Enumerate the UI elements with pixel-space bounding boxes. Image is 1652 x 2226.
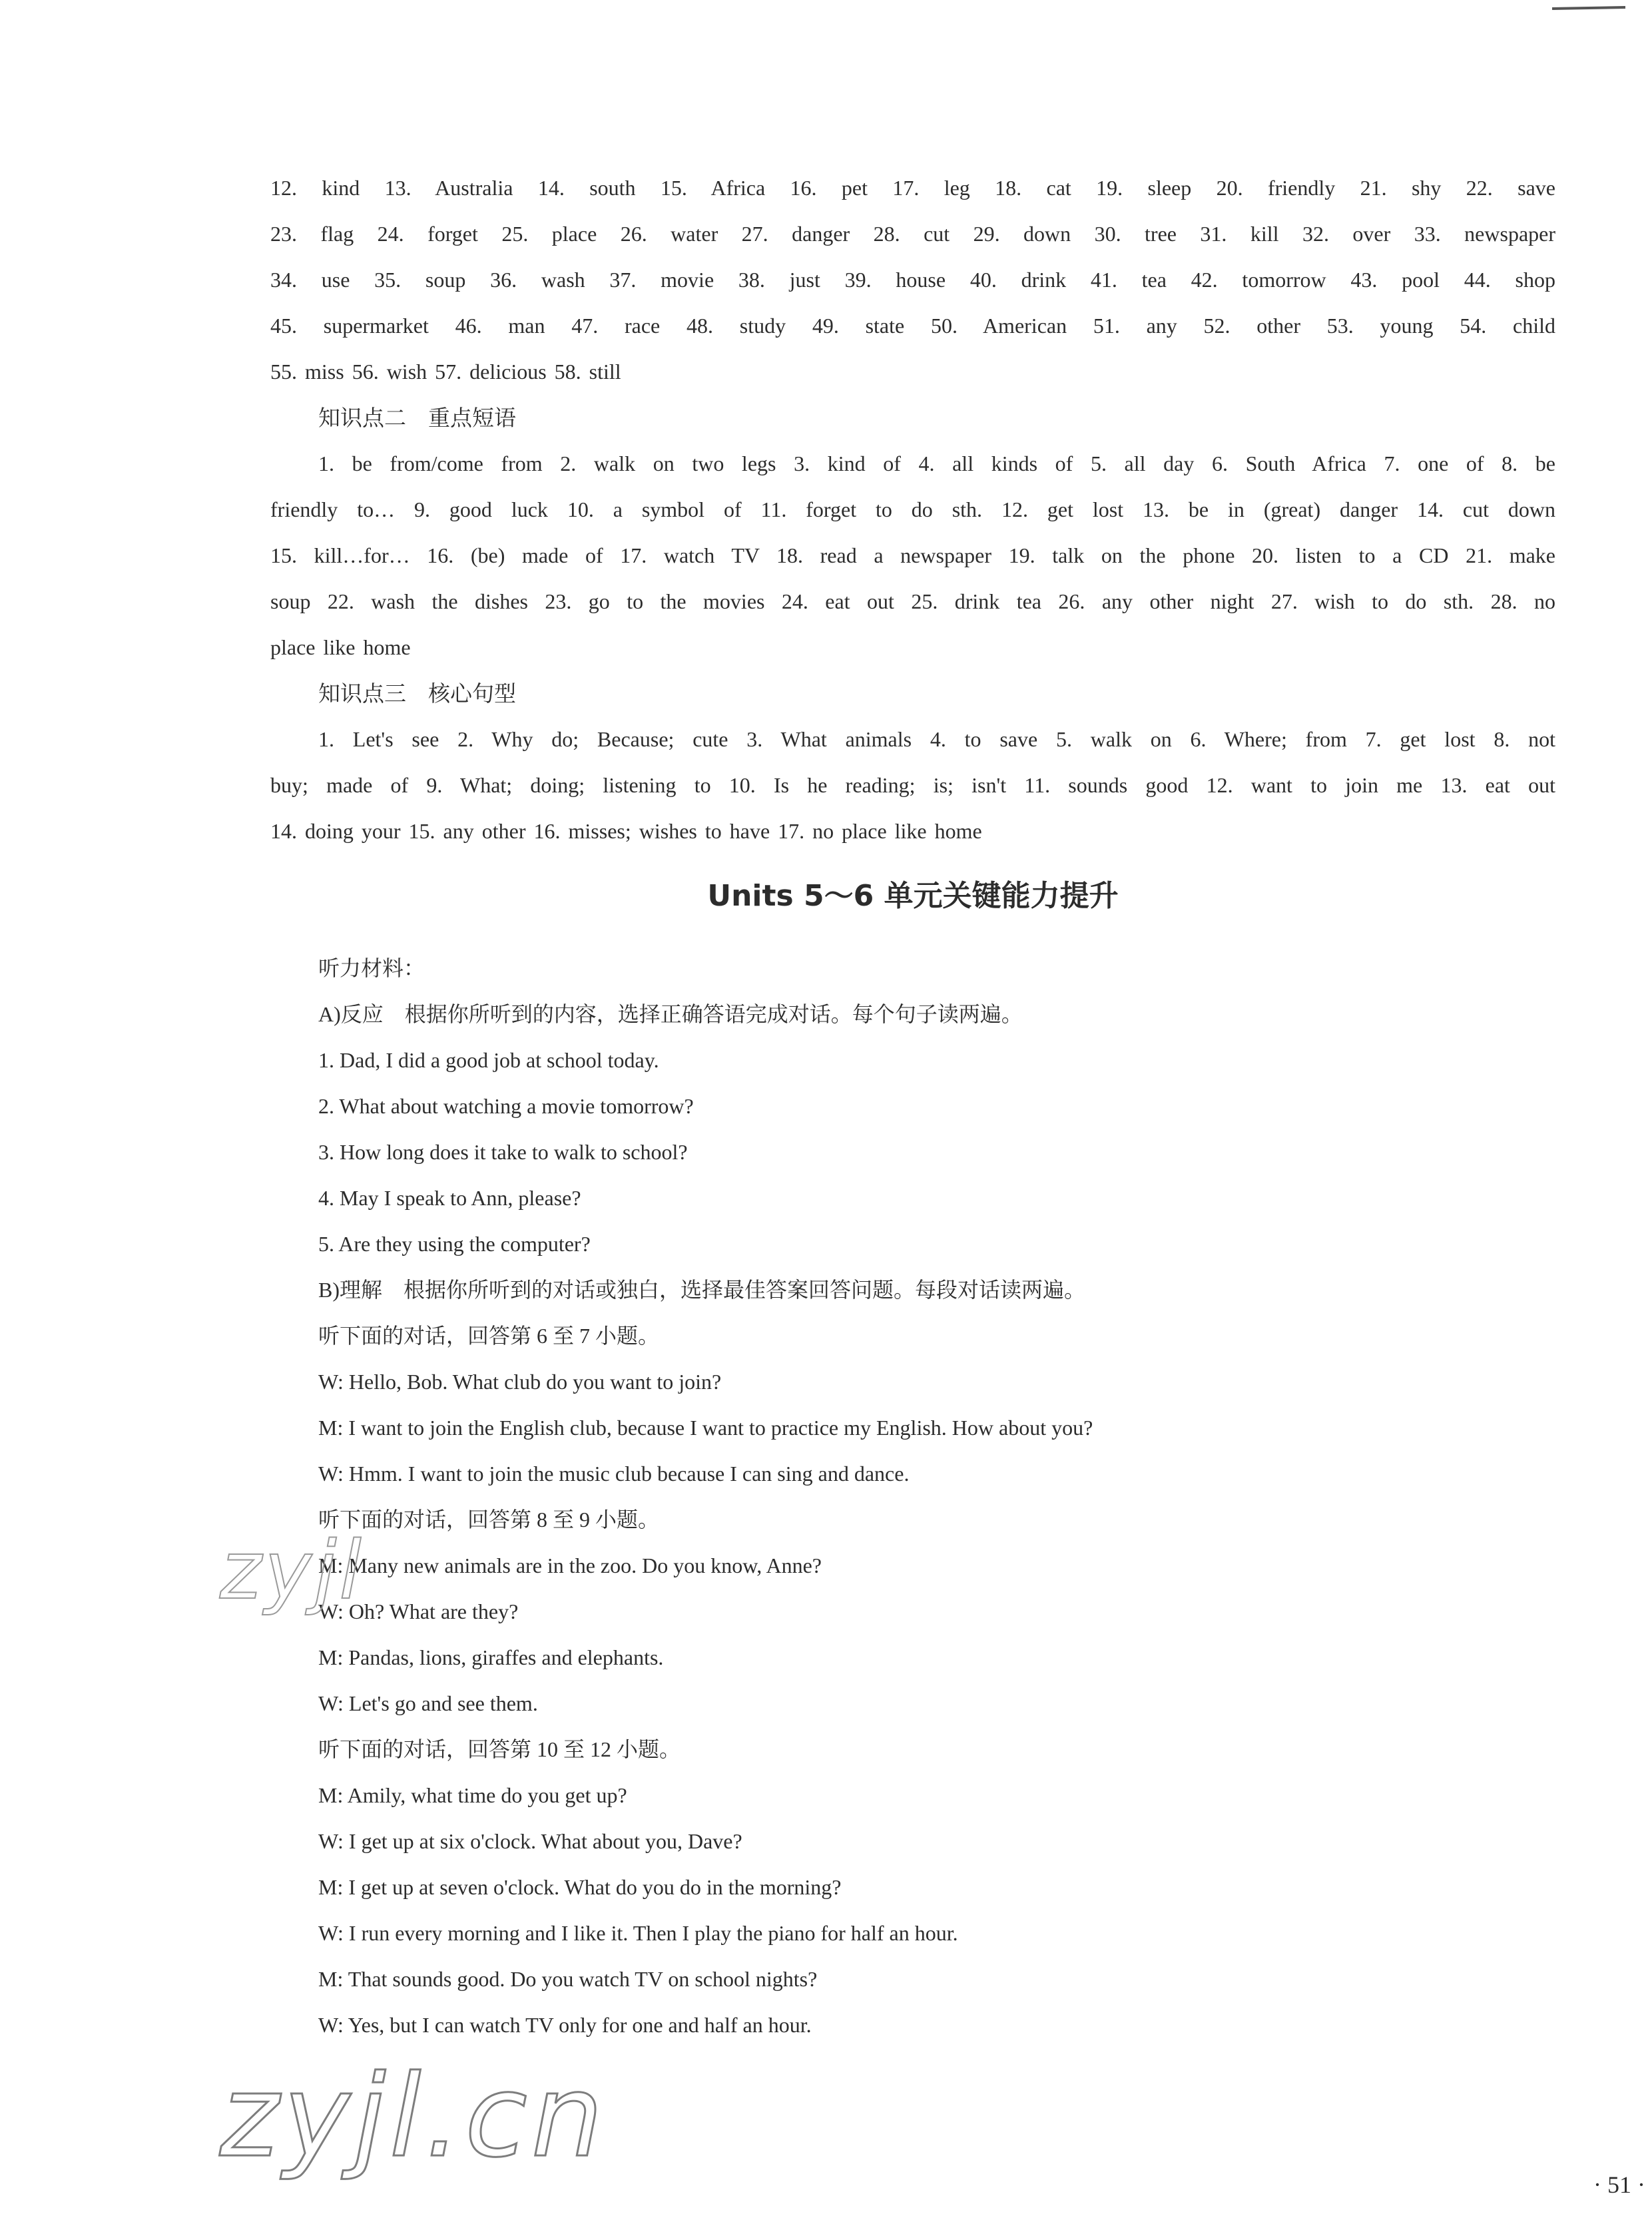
listening-line: M: That sounds good. Do you watch TV on school nights? (318, 1967, 818, 1991)
listening-line: 听下面的对话，回答第 6 至 7 小题。 (318, 1324, 660, 1348)
unit-title: Units 5～6 单元关键能力提升 (707, 879, 1119, 913)
watermark-small: zyjl (220, 1525, 364, 1617)
section-heading-phrases: 知识点二 重点短语 (318, 405, 516, 431)
listening-line: M: Amily, what time do you get up? (318, 1783, 627, 1807)
phrase-line: friendly to… 9. good luck 10. a symbol of 11. forget to do sth. 12. get lost 13. be in (great) danger 14. cut down (270, 497, 1555, 521)
scan-mark (1552, 6, 1625, 10)
listening-line: A)反应 根据你所听到的内容，选择正确答语完成对话。每个句子读两遍。 (318, 1002, 1023, 1026)
sentence-line: 1. Let's see 2. Why do; Because; cute 3. What animals 4. to save 5. walk on 6. Where; from 7. get lost 8. not (318, 727, 1555, 751)
page-content (270, 165, 1555, 2048)
page-number: · 51 · (1593, 2171, 1645, 2198)
listening-line: 听下面的对话，回答第 8 至 9 小题。 (318, 1508, 660, 1531)
listening-line: W: Hello, Bob. What club do you want to join? (318, 1370, 722, 1394)
vocab-line: 55. miss 56. wish 57. delicious 58. still (270, 360, 621, 384)
listening-line: M: Pandas, lions, giraffes and elephants. (318, 1645, 664, 1669)
section-heading-sentences: 知识点三 核心句型 (318, 681, 516, 706)
listening-line: W: Hmm. I want to join the music club because I can sing and dance. (318, 1462, 910, 1486)
listening-line: W: Yes, but I can watch TV only for one and half an hour. (318, 2013, 812, 2037)
vocab-line: 23. flag 24. forget 25. place 26. water 27. danger 28. cut 29. down 30. tree 31. kill 32. over 33. newspaper (270, 222, 1555, 246)
listening-line: W: Oh? What are they? (318, 1599, 519, 1623)
listening-line: 3. How long does it take to walk to school? (318, 1140, 688, 1164)
watermark: zyjl.cn (220, 2051, 607, 2183)
vocab-line: 34. use 35. soup 36. wash 37. movie 38. just 39. house 40. drink 41. tea 42. tomorrow 43. pool 44. shop (270, 268, 1555, 292)
listening-line: 2. What about watching a movie tomorrow? (318, 1094, 694, 1118)
listening-line: 5. Are they using the computer? (318, 1232, 591, 1256)
phrase-line: place like home (270, 635, 411, 659)
vocab-block (270, 165, 1555, 395)
listening-line: M: I get up at seven o'clock. What do you do in the morning? (318, 1875, 842, 1899)
vocab-line: 45. supermarket 46. man 47. race 48. study 49. state 50. American 51. any 52. other 53. young 54. child (270, 314, 1555, 338)
phrase-line: 15. kill…for… 16. (be) made of 17. watch TV 18. read a newspaper 19. talk on the phone 20. listen to a CD 21. make (270, 543, 1555, 567)
listening-line: W: I run every morning and I like it. Then I play the piano for half an hour. (318, 1921, 958, 1945)
listening-line: 1. Dad, I did a good job at school today. (318, 1048, 659, 1072)
vocab-line: 12. kind 13. Australia 14. south 15. Africa 16. pet 17. leg 18. cat 19. sleep 20. friendly 21. shy 22. save (270, 176, 1555, 200)
phrase-line: soup 22. wash the dishes 23. go to the movies 24. eat out 25. drink tea 26. any other night 27. wish to do sth. 28. no (270, 589, 1555, 613)
listening-line: W: I get up at six o'clock. What about you, Dave? (318, 1829, 742, 1853)
listening-line: M: I want to join the English club, because I want to practice my English. How about you? (318, 1416, 1093, 1440)
listening-line: M: Many new animals are in the zoo. Do you know, Anne? (318, 1553, 822, 1577)
listening-line: 4. May I speak to Ann, please? (318, 1186, 581, 1210)
phrases-block (270, 441, 1555, 671)
listening-line: 听下面的对话，回答第 10 至 12 小题。 (318, 1737, 681, 1761)
listening-line: B)理解 根据你所听到的对话或独白，选择最佳答案回答问题。每段对话读两遍。 (318, 1278, 1086, 1302)
phrase-line: 1. be from/come from 2. walk on two legs 3. kind of 4. all kinds of 5. all day 6. South Africa 7. one of 8. be (318, 451, 1555, 475)
sentences-block (270, 716, 1555, 854)
sentence-line: buy; made of 9. What; doing; listening to 10. Is he reading; is; isn't 11. sounds good 12. want to join me 13. eat out (270, 773, 1555, 797)
sentence-line: 14. doing your 15. any other 16. misses; wishes to have 17. no place like home (270, 819, 982, 843)
listening-line: W: Let's go and see them. (318, 1691, 538, 1715)
listening-label: 听力材料： (318, 956, 425, 980)
listening-material (270, 946, 1555, 2048)
